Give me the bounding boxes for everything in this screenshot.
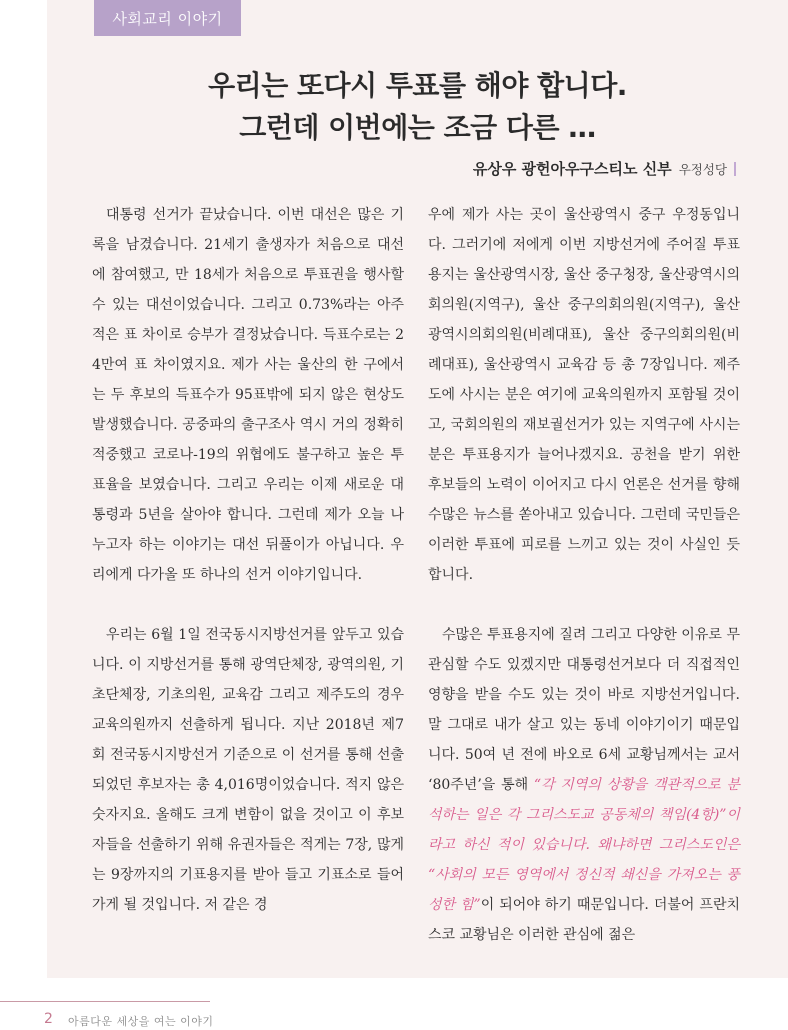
papal-quote-highlight: “각 지역의 상황을 객관적으로 분석하는 일은 각 그리스도교 공동체의 책임(4항)”이라고 하신 적이 있습니다. 왜냐하면 그리스도인은 “사회의 모든 영역에서 정신적 쇄신을 가져오는 풍성한 힘” bbox=[428, 777, 740, 913]
author-name: 유상우 광헌아우구스티노 신부 bbox=[472, 160, 672, 178]
footer-rule bbox=[0, 1001, 210, 1002]
section-label: 사회교리 이야기 bbox=[94, 0, 241, 36]
byline-divider bbox=[734, 162, 736, 176]
byline bbox=[473, 158, 736, 179]
right-paragraph-2-text-b: 이 되어야 하기 때문입니다. 더불어 프란치스코 교황님은 이러한 관심에 젊은 bbox=[428, 897, 740, 943]
page-number: 2 bbox=[44, 1011, 53, 1027]
left-paragraph-2: 우리는 6월 1일 전국동시지방선거를 앞두고 있습니다. 이 지방선거를 통해 광역단체장, 광역의원, 기초단체장, 기초의원, 교육감 그리고 제주도의 경우 교육의원까지 선출하게 됩니다. 지난 2018년 제7회 전국동시지방선거 기준으로 이 선거를 통해 선출되었던 후보자는 총 4,016명이었습니다. 적지 않은 숫자지요. 올해도 크게 변함이 없을 것이고 이 후보자들을 선출하기 위해 유권자들은 적게는 7장, 많게는 9장까지의 기표용지를 받아 들고 기표소로 들어가게 될 것입니다. 저 같은 경 bbox=[92, 627, 404, 913]
left-column bbox=[92, 200, 404, 920]
publication-name: 아름다운 세상을 여는 이야기 bbox=[68, 1015, 214, 1028]
right-paragraph-2-text-a: 수많은 투표용지에 질려 그리고 다양한 이유로 무관심할 수도 있겠지만 대통령선거보다 더 직접적인 영향을 받을 수도 있는 것이 바로 지방선거입니다. 말 그대로 내가 살고 있는 동네 이야기이기 때문입니다. 50여 년 전에 바오로 6세 교황님께서는 교서 ‘80주년’을 통해 bbox=[428, 627, 740, 793]
article-title-line2: 그런데 이번에는 조금 다른 … bbox=[239, 111, 596, 144]
right-paragraph-2 bbox=[428, 620, 740, 950]
right-column bbox=[428, 200, 740, 950]
left-paragraph-1: 대통령 선거가 끝났습니다. 이번 대선은 많은 기록을 남겼습니다. 21세기 출생자가 처음으로 대선에 참여했고, 만 18세가 처음으로 투표권을 행사할 수 있는 대선이었습니다. 그리고 0.73%라는 아주 적은 표 차이로 승부가 결정났습니다. 득표수로는 24만여 표 차이였지요. 제가 사는 울산의 한 구에서는 두 후보의 득표수가 95표밖에 되지 않은 현상도 발생했습니다. 공중파의 출구조사 역시 거의 정확히 적중했고 코로나-19의 위협에도 불구하고 높은 투표율을 보였습니다. 그리고 우리는 이제 새로운 대통령과 5년을 살아야 합니다. 그런데 제가 오늘 나누고자 하는 이야기는 대선 뒤풀이가 아닙니다. 우리에게 다가올 또 하나의 선거 이야기입니다. bbox=[92, 207, 404, 583]
parish-name: 우정성당 bbox=[678, 162, 727, 177]
right-paragraph-1: 우에 제가 사는 곳이 울산광역시 중구 우정동입니다. 그러기에 저에게 이번 지방선거에 주어질 투표용지는 울산광역시장, 울산 중구청장, 울산광역시의회의원(지역구), 울산 중구의회의원(지역구), 울산광역시의회의원(비례대표), 울산 중구의회의원(비례대표), 울산광역시 교육감 등 총 7장입니다. 제주도에 사시는 분은 여기에 교육의원까지 포함될 것이고, 국회의원의 재보궐선거가 있는 지역구에 사시는 분은 투표용지가 늘어나겠지요. 공천을 받기 위한 후보들의 노력이 이어지고 다시 언론은 선거를 향해 수많은 뉴스를 쏟아내고 있습니다. 그런데 국민들은 이러한 투표에 피로를 느끼고 있는 것이 사실인 듯합니다. bbox=[428, 207, 740, 583]
article-title-line1: 우리는 또다시 투표를 해야 합니다. bbox=[208, 69, 627, 102]
